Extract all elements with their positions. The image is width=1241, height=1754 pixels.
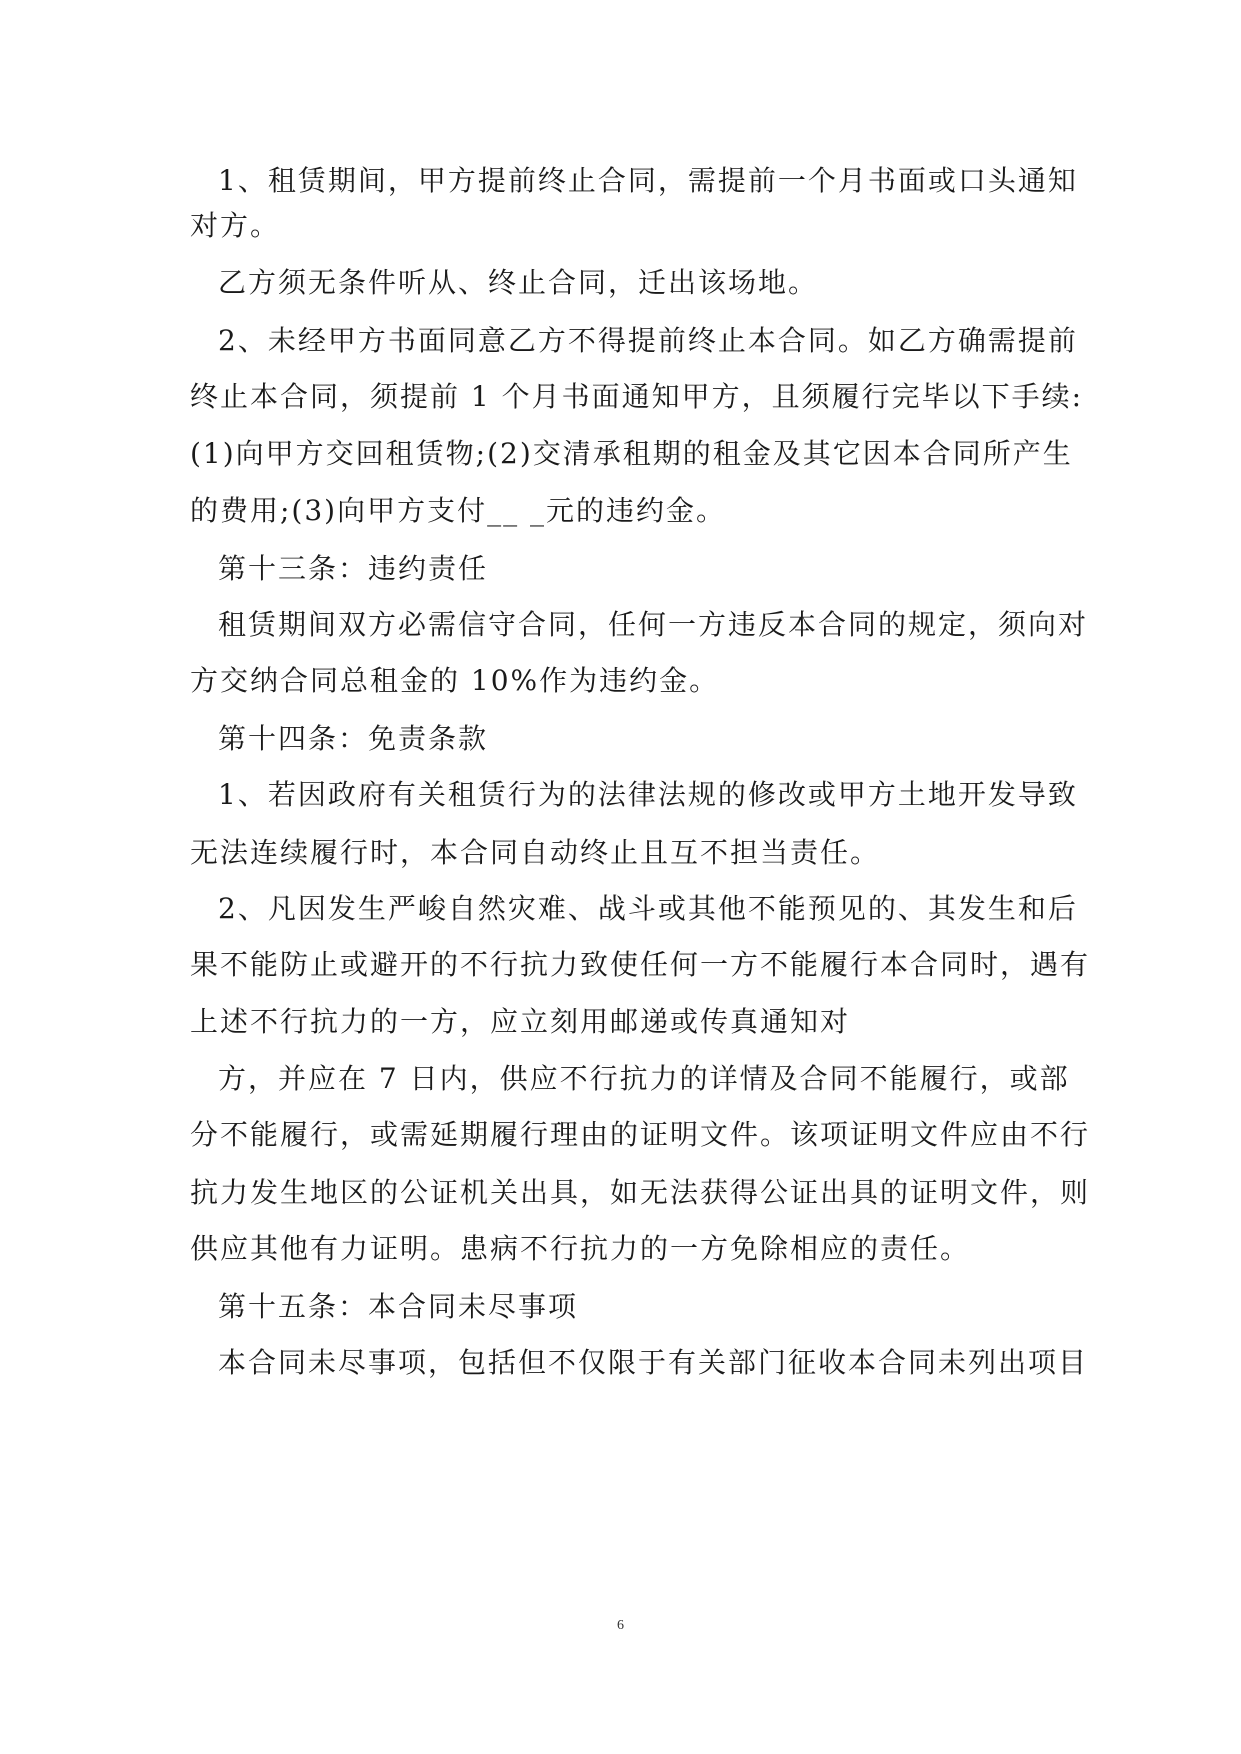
paragraph-line: 2、凡因发生严峻自然灾难、战斗或其他不能预见的、其发生和后 [218,892,1078,925]
section-heading: 第十四条：免责条款 [218,722,489,755]
paragraph-line: 的费用;(3)向甲方支付__ _元的违约金。 [190,494,726,527]
paragraph-line: 2、未经甲方书面同意乙方不得提前终止本合同。如乙方确需提前 [218,324,1078,357]
paragraph-line: 上述不行抗力的一方，应立刻用邮递或传真通知对 [190,1005,851,1038]
paragraph-line: 终止本合同，须提前 1 个月书面通知甲方，且须履行完毕以下手续: [190,380,1084,413]
paragraph-line: 方交纳合同总租金的 10%作为违约金。 [190,664,720,697]
paragraph-line: 1、若因政府有关租赁行为的法律法规的修改或甲方土地开发导致 [218,778,1078,811]
page-number: 6 [617,1618,624,1633]
paragraph-line: 方，并应在 7 日内，供应不行抗力的详情及合同不能履行，或部 [218,1062,1070,1095]
paragraph-line: 供应其他有力证明。患病不行抗力的一方免除相应的责任。 [190,1232,971,1265]
paragraph-line: 分不能履行，或需延期履行理由的证明文件。该项证明文件应由不行 [190,1118,1091,1151]
paragraph-line: 租赁期间双方必需信守合同，任何一方违反本合同的规定，须向对 [218,608,1089,641]
paragraph-line: 无法连续履行时，本合同自动终止且互不担当责任。 [190,836,881,869]
paragraph-line: 乙方须无条件听从、终止合同，迁出该场地。 [218,266,819,299]
paragraph-line: (1)向甲方交回租赁物;(2)交清承租期的租金及其它因本合同所产生 [190,437,1073,470]
paragraph-line: 对方。 [190,209,281,242]
paragraph-line: 果不能防止或避开的不行抗力致使任何一方不能履行本合同时，遇有 [190,948,1091,981]
section-heading: 第十三条：违约责任 [218,552,489,585]
paragraph-line: 1、租赁期间，甲方提前终止合同，需提前一个月书面或口头通知 [218,164,1078,197]
paragraph-line: 本合同未尽事项，包括但不仅限于有关部门征收本合同未列出项目 [218,1346,1089,1379]
section-heading: 第十五条：本合同未尽事项 [218,1290,579,1323]
paragraph-line: 抗力发生地区的公证机关出具，如无法获得公证出具的证明文件，则 [190,1176,1091,1209]
